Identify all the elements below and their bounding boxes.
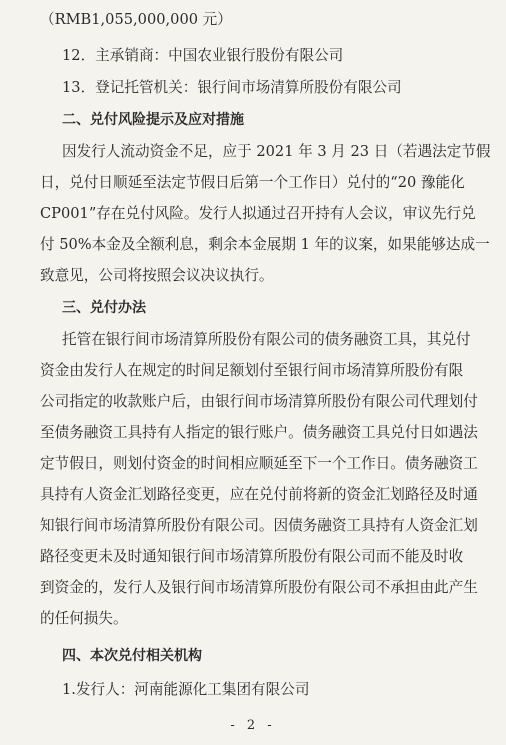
- paragraph-line: 托管在银行间市场清算所股份有限公司的债务融资工具，其兑付: [62, 331, 471, 348]
- paragraph-line: 公司指定的收款账户后，由银行间市场清算所股份有限公司代理划付: [40, 393, 478, 410]
- amount-line: （RMB1,055,000,000 元）: [40, 11, 232, 28]
- page-number: - 2 -: [230, 718, 276, 733]
- section-heading-4: 四、本次兑付相关机构: [62, 648, 202, 664]
- paragraph-line: 日，兑付日顺延至法定节假日后第一个工作日）兑付的“20 豫能化: [40, 174, 465, 191]
- section-heading-2: 二、兑付风险提示及应对措施: [62, 112, 244, 128]
- paragraph-line: 路径变更未及时通知银行间市场清算所股份有限公司而不能及时收: [40, 548, 464, 565]
- custodian-line: 13．登记托管机关：银行间市场清算所股份有限公司: [62, 79, 402, 96]
- paragraph-line: 到资金的，发行人及银行间市场清算所股份有限公司不承担由此产生: [40, 579, 478, 596]
- issuer-line: 1.发行人：河南能源化工集团有限公司: [62, 681, 310, 698]
- paragraph-line: 定节假日，则划付资金的时间相应顺延至下一个工作日。债务融资工: [40, 455, 478, 472]
- paragraph-line: CP001”存在兑付风险。发行人拟通过召开持有人会议，审议先行兑: [40, 205, 476, 222]
- paragraph-line: 付 50%本金及全额利息，剩余本金展期 1 年的议案，如果能够达成一: [40, 236, 490, 253]
- paragraph-line: 因发行人流动资金不足，应于 2021 年 3 月 23 日（若遇法定节假: [62, 143, 491, 160]
- paragraph-line: 致意见，公司将按照会议决议执行。: [40, 267, 274, 284]
- lead-underwriter-line: 12．主承销商：中国农业银行股份有限公司: [62, 47, 344, 64]
- paragraph-line: 具持有人资金汇划路径变更，应在兑付前将新的资金汇划路径及时通: [40, 486, 478, 503]
- paragraph-line: 知银行间市场清算所股份有限公司。因债务融资工具持有人资金汇划: [40, 517, 478, 534]
- section-heading-3: 三、兑付办法: [62, 300, 146, 316]
- paragraph-line: 资金由发行人在规定的时间足额划付至银行间市场清算所股份有限: [40, 362, 464, 379]
- paragraph-line: 的任何损失。: [40, 610, 128, 627]
- paragraph-line: 至债务融资工具持有人指定的银行账户。债务融资工具兑付日如遇法: [40, 424, 478, 441]
